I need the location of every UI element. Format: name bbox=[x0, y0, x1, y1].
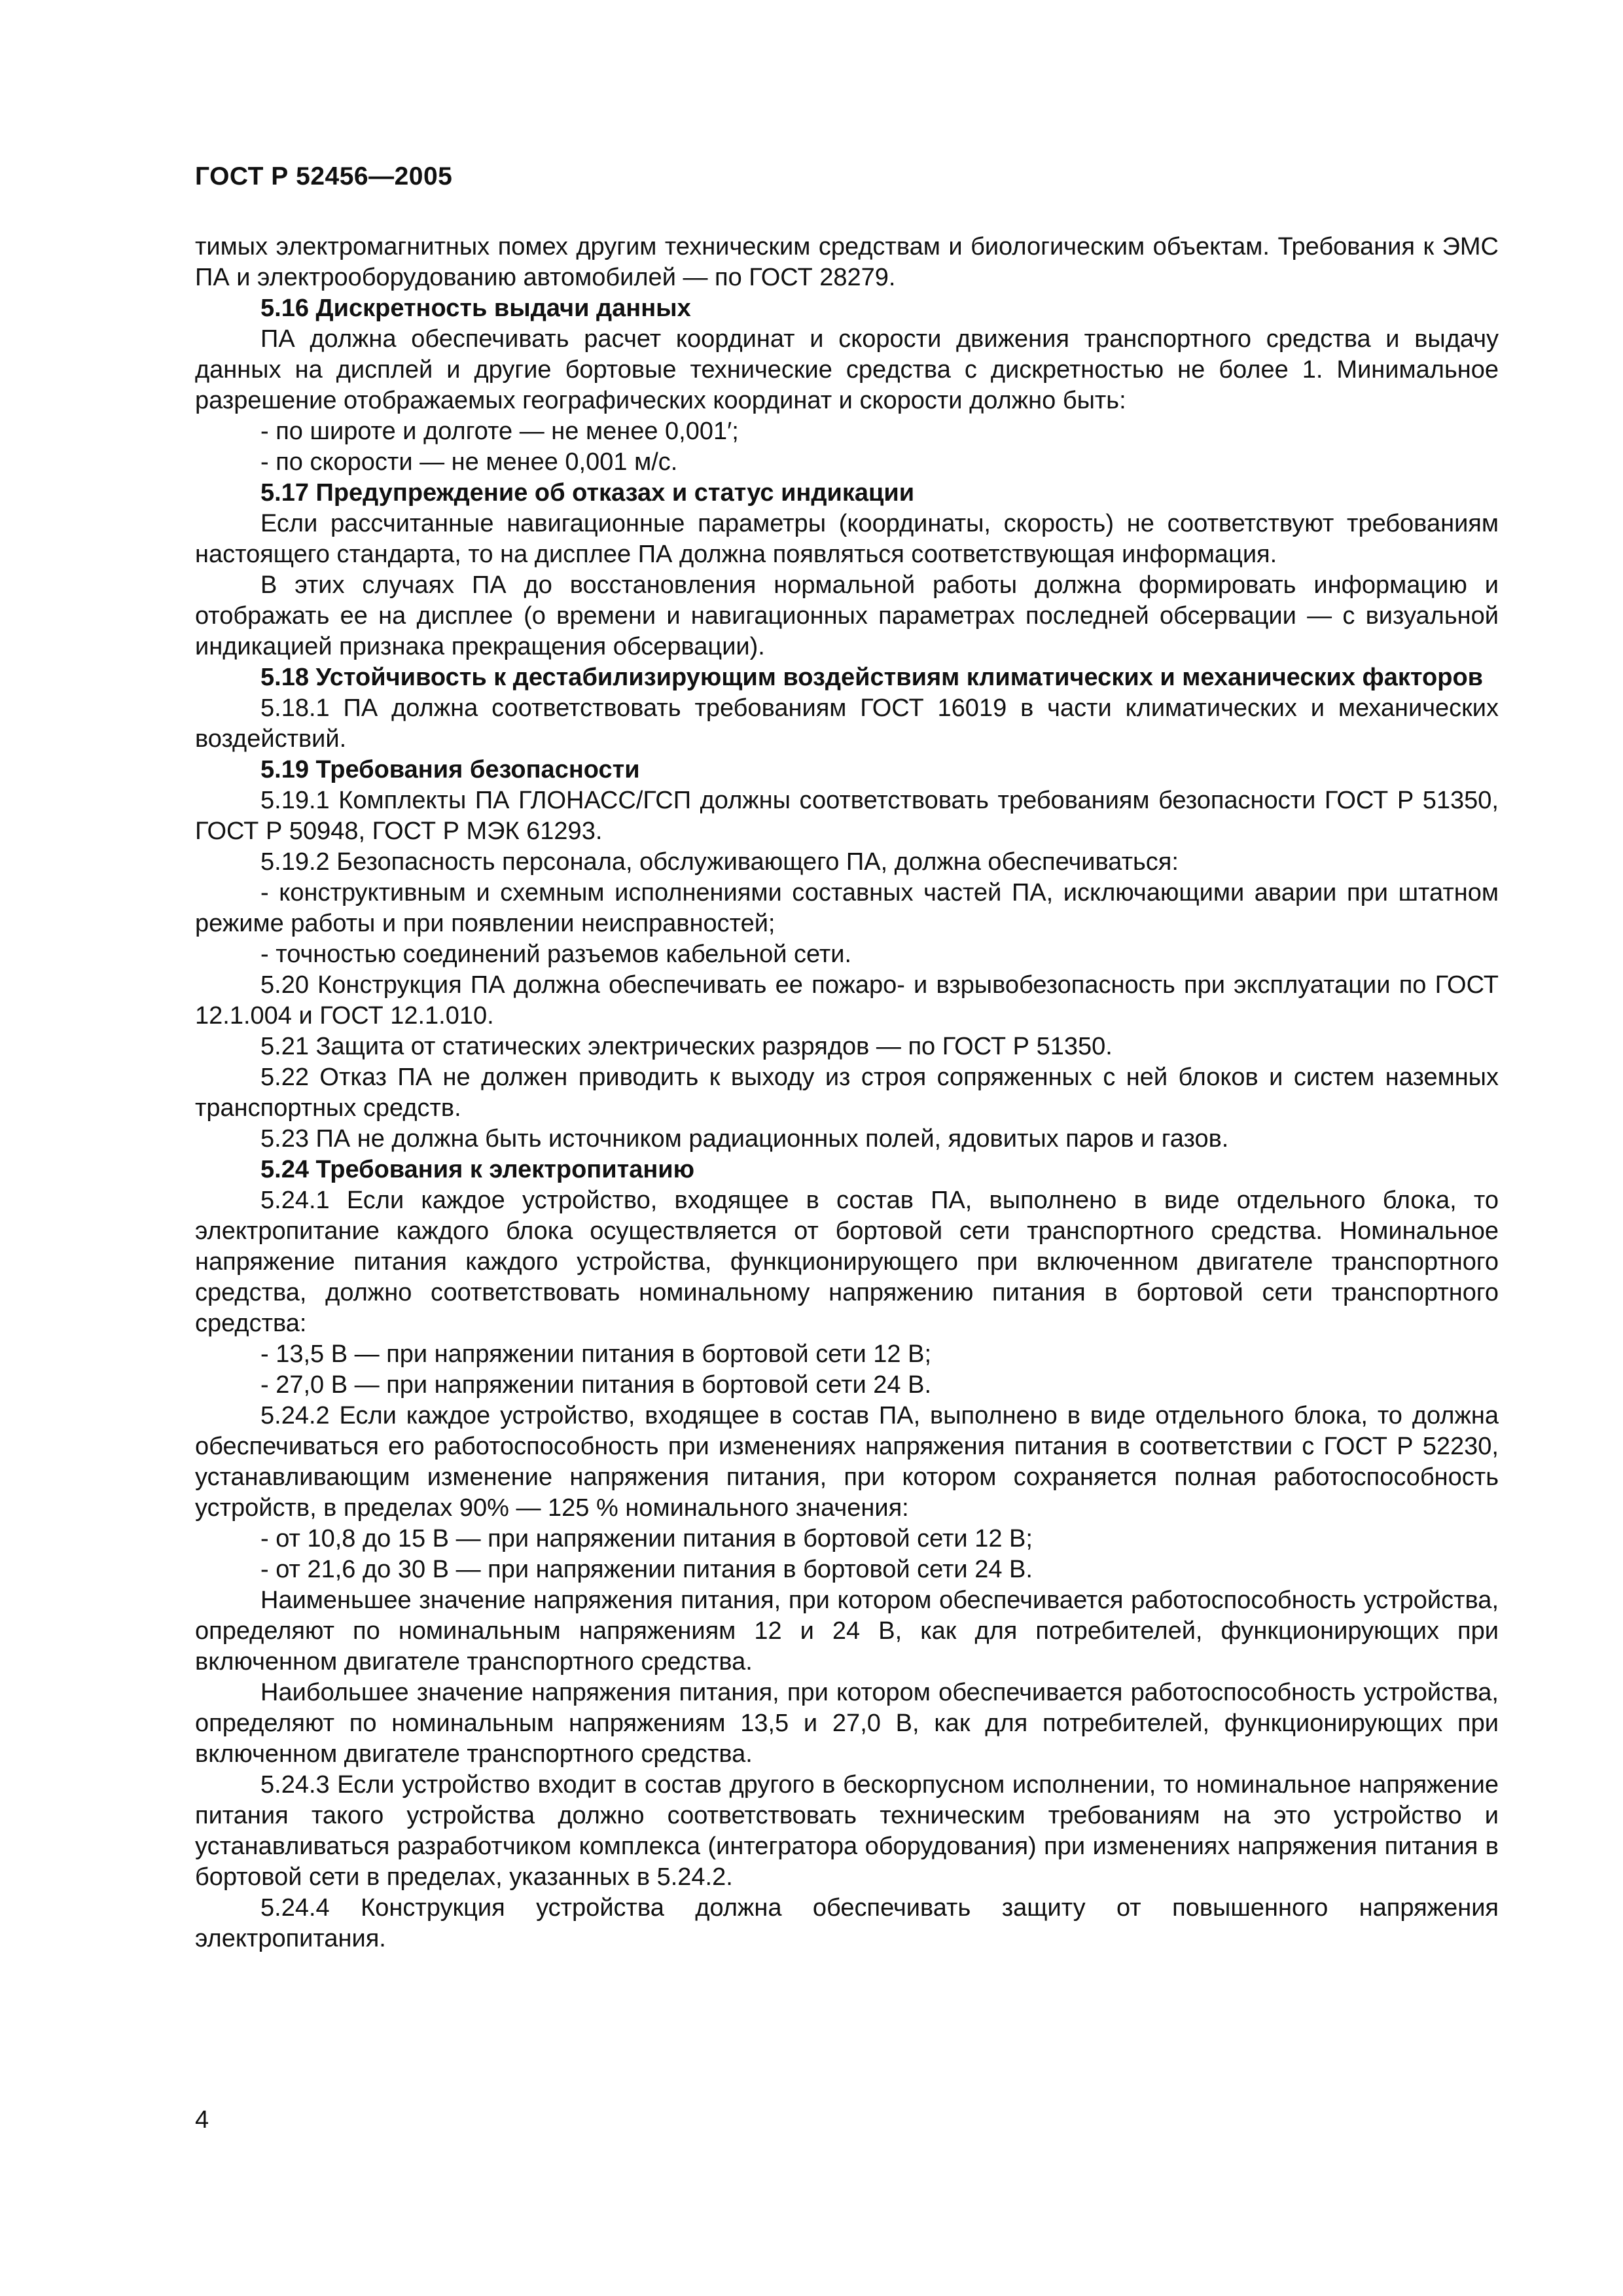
body-paragraph: 5.22 Отказ ПА не должен приводить к выходу из строя сопряженных с ней блоков и систем наземных транспортных средств. bbox=[195, 1064, 1499, 1122]
body-paragraph: Если рассчитанные навигационные параметры (координаты, скорость) не соответствуют требованиям настоящего стандарта, то на дисплее ПА должна появляться соответствующая информация. bbox=[195, 510, 1499, 568]
body-paragraph: - 13,5 В — при напряжении питания в бортовой сети 12 В; bbox=[260, 1340, 931, 1368]
body-paragraph: 5.20 Конструкция ПА должна обеспечивать ее пожаро- и взрывобезопасность при эксплуатации по ГОСТ 12.1.004 и ГОСТ 12.1.010. bbox=[195, 971, 1499, 1030]
section-heading: 5.17 Предупреждение об отказах и статус индикации bbox=[260, 479, 915, 507]
body-paragraph: В этих случаях ПА до восстановления нормальной работы должна формировать информацию и отображать ее на дисплее (о времени и навигационных параметрах последней обсервации — с визуальной индикацией признака прекращения обсервации). bbox=[195, 571, 1499, 660]
section-heading: 5.16 Дискретность выдачи данных bbox=[260, 295, 691, 322]
body-paragraph: Наименьшее значение напряжения питания, при котором обеспечивается работоспособность устройства, определяют по номинальным напряжениям 12 и 24 В, как для потребителей, функционирующих при включенном двигателе транспортного средства. bbox=[195, 1587, 1499, 1676]
section-heading: 5.18 Устойчивость к дестабилизирующим воздействиям климатических и механических факторов bbox=[260, 664, 1484, 691]
body-paragraph: 5.19.1 Комплекты ПА ГЛОНАСС/ГСП должны соответствовать требованиям безопасности ГОСТ Р 51350, ГОСТ Р 50948, ГОСТ Р МЭК 61293. bbox=[195, 787, 1499, 845]
body-paragraph: 5.23 ПА не должна быть источником радиационных полей, ядовитых паров и газов. bbox=[260, 1125, 1229, 1153]
section-heading: 5.19 Требования безопасности bbox=[260, 756, 640, 783]
document-header-code: ГОСТ Р 52456—2005 bbox=[195, 162, 453, 190]
body-paragraph: 5.21 Защита от статических электрических разрядов — по ГОСТ Р 51350. bbox=[260, 1033, 1113, 1060]
body-paragraph: - конструктивным и схемным исполнениями составных частей ПА, исключающими аварии при штатном режиме работы и при появлении неисправностей; bbox=[195, 879, 1499, 937]
body-paragraph: - по широте и долготе — не менее 0,001′; bbox=[260, 418, 739, 445]
body-paragraph: 5.18.1 ПА должна соответствовать требованиям ГОСТ 16019 в части климатических и механических воздействий. bbox=[195, 694, 1499, 753]
body-paragraph: 5.24.4 Конструкция устройства должна обеспечивать защиту от повышенного напряжения электропитания. bbox=[195, 1894, 1499, 1952]
page-number: 4 bbox=[195, 2106, 209, 2134]
body-paragraph: 5.24.2 Если каждое устройство, входящее в состав ПА, выполнено в виде отдельного блока, то должна обеспечиваться его работоспособность при изменениях напряжения питания в соответствии с ГОСТ Р 52230, устанавливающим изменение напряжения питания, при котором сохраняется полная работоспособность устройств, в пределах 90% — 125 % номинального значения: bbox=[195, 1402, 1499, 1522]
body-paragraph: - от 10,8 до 15 В — при напряжении питания в бортовой сети 12 В; bbox=[260, 1525, 1033, 1552]
body-paragraph: 5.19.2 Безопасность персонала, обслуживающего ПА, должна обеспечиваться: bbox=[260, 848, 1179, 876]
body-paragraph: ПА должна обеспечивать расчет координат и скорости движения транспортного средства и выдачу данных на дисплей и другие бортовые технические средства с дискретностью не более 1. Минимальное разрешение отображаемых географических координат и скорости должно быть: bbox=[195, 325, 1499, 414]
body-paragraph: 5.24.3 Если устройство входит в состав другого в бескорпусном исполнении, то номинальное напряжение питания такого устройства должно соответствовать техническим требованиям на это устройство и устанавливаться разработчиком комплекса (интегратора оборудования) при изменениях напряжения питания в бортовой сети в пределах, указанных в 5.24.2. bbox=[195, 1771, 1499, 1891]
body-paragraph: - по скорости — не менее 0,001 м/с. bbox=[260, 448, 678, 476]
body-paragraph: - точностью соединений разъемов кабельной сети. bbox=[260, 941, 852, 968]
body-paragraph: - от 21,6 до 30 В — при напряжении питания в бортовой сети 24 В. bbox=[260, 1556, 1033, 1583]
body-paragraph: - 27,0 В — при напряжении питания в бортовой сети 24 В. bbox=[260, 1371, 931, 1399]
body-paragraph: тимых электромагнитных помех другим техническим средствам и биологическим объектам. Требования к ЭМС ПА и электрооборудованию автомобилей — по ГОСТ 28279. bbox=[195, 233, 1499, 291]
document-body bbox=[195, 232, 1499, 1954]
section-heading: 5.24 Требования к электропитанию bbox=[260, 1156, 695, 1183]
body-paragraph: 5.24.1 Если каждое устройство, входящее в состав ПА, выполнено в виде отдельного блока, то электропитание каждого блока осуществляется от бортовой сети транспортного средства. Номинальное напряжение питания каждого устройства, функционирующего при включенном двигателе транспортного средства, должно соответствовать номинальному напряжению питания в бортовой сети транспортного средства: bbox=[195, 1187, 1499, 1337]
body-paragraph: Наибольшее значение напряжения питания, при котором обеспечивается работоспособность устройства, определяют по номинальным напряжениям 13,5 и 27,0 В, как для потребителей, функционирующих при включенном двигателе транспортного средства. bbox=[195, 1679, 1499, 1768]
